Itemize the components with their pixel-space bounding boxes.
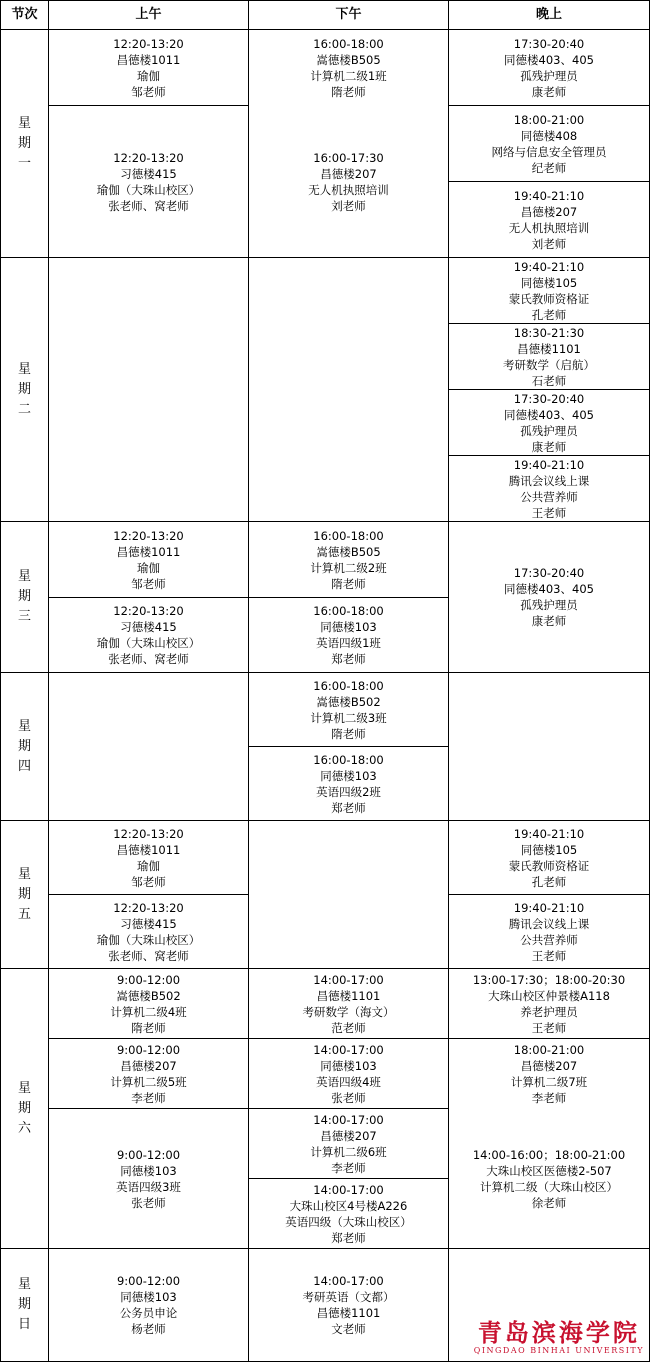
class-cell: 19:40-21:10 同德楼105 蒙氏教师资格证 孔老师	[508, 826, 590, 889]
day-monday: 星 期 一	[17, 115, 31, 171]
class-cell: 12:20-13:20 昌德楼1011 瑜伽 邹老师	[113, 36, 184, 99]
class-cell: 18:00-21:00 同德楼408 网络与信息安全管理员 纪老师	[491, 112, 607, 175]
class-cell: 19:40-21:10 腾讯会议线上课 公共营养师 王老师	[508, 457, 590, 520]
header-period: 节次	[11, 7, 38, 22]
class-cell: 14:00-17:00 大珠山校区4号楼A226 英语四级（大珠山校区） 郑老师	[285, 1182, 412, 1245]
logo-english: QINGDAO BINHAI UNIVERSITY	[473, 1346, 644, 1355]
class-cell: 16:00-18:00 嵩德楼B505 计算机二级2班 隋老师	[310, 528, 387, 591]
class-cell: 19:40-21:10 昌德楼207 无人机执照培训 刘老师	[508, 188, 590, 251]
day-wednesday: 星 期 三	[17, 569, 31, 624]
class-cell: 12:20-13:20 习德楼415 瑜伽（大珠山校区） 张老师、窝老师	[96, 900, 201, 963]
university-logo	[474, 1320, 644, 1356]
class-cell: 12:20-13:20 习德楼415 瑜伽（大珠山校区） 张老师、窝老师	[96, 604, 201, 666]
class-cell: 9:00-12:00 同德楼103 公务员申论 杨老师	[116, 1274, 181, 1336]
class-cell: 14:00-17:00 昌德楼207 计算机二级6班 李老师	[310, 1112, 387, 1175]
class-cell: 9:00-12:00 同德楼103 英语四级3班 张老师	[116, 1147, 181, 1210]
class-cell: 14:00-17:00 考研英语（文都） 昌德楼1101 文老师	[302, 1274, 395, 1336]
class-cell: 13:00-17:30；18:00-20:30 大珠山校区仲景楼A118 养老护理员 王老师	[472, 972, 626, 1035]
class-cell: 12:20-13:20 习德楼415 瑜伽（大珠山校区） 张老师、窝老师	[96, 150, 201, 213]
logo-chinese: 青岛滨海学院	[477, 1318, 640, 1347]
class-cell: 14:00-17:00 同德楼103 英语四级4班 张老师	[313, 1042, 384, 1105]
class-cell: 19:40-21:10 腾讯会议线上课 公共营养师 王老师	[508, 900, 590, 963]
day-tuesday: 星 期 二	[17, 361, 31, 417]
class-cell: 9:00-12:00 嵩德楼B502 计算机二级4班 隋老师	[110, 972, 187, 1035]
day-thursday: 星 期 四	[17, 718, 31, 774]
header-afternoon: 下午	[335, 7, 362, 22]
day-saturday: 星 期 六	[17, 1080, 31, 1136]
class-cell: 17:30-20:40 同德楼403、405 孤残护理员 康老师	[504, 391, 594, 454]
header-morning: 上午	[135, 7, 162, 22]
class-cell: 14:00-17:00 昌德楼1101 考研数学（海文） 范老师	[302, 972, 395, 1035]
class-cell: 14:00-16:00；18:00-21:00 大珠山校区医德楼2-507 计算机二级（大珠山校区） 徐老师	[472, 1147, 626, 1210]
class-cell: 17:30-20:40 同德楼403、405 孤残护理员 康老师	[504, 566, 594, 628]
class-cell: 9:00-12:00 昌德楼207 计算机二级5班 李老师	[110, 1042, 187, 1105]
class-cell: 16:00-18:00 嵩德楼B502 计算机二级3班 隋老师	[310, 678, 387, 741]
class-cell: 16:00-18:00 同德楼103 英语四级2班 郑老师	[313, 752, 384, 815]
class-cell: 16:00-18:00 嵩德楼B505 计算机二级1班 隋老师	[310, 36, 387, 99]
header-evening: 晚上	[535, 7, 562, 22]
class-cell: 16:00-18:00 同德楼103 英语四级1班 郑老师	[313, 604, 384, 666]
class-cell: 18:30-21:30 昌德楼1101 考研数学（启航） 石老师	[503, 325, 595, 388]
class-cell: 12:20-13:20 昌德楼1011 瑜伽 邹老师	[113, 826, 184, 889]
day-friday: 星 期 五	[17, 866, 31, 922]
class-cell: 16:00-17:30 昌德楼207 无人机执照培训 刘老师	[308, 150, 389, 213]
class-cell: 17:30-20:40 同德楼403、405 孤残护理员 康老师	[504, 36, 594, 99]
day-sunday: 星 期 日	[17, 1277, 31, 1332]
class-cell: 12:20-13:20 昌德楼1011 瑜伽 邹老师	[113, 528, 184, 591]
class-cell: 18:00-21:00 昌德楼207 计算机二级7班 李老师	[510, 1042, 588, 1105]
class-cell: 19:40-21:10 同德楼105 蒙氏教师资格证 孔老师	[508, 259, 590, 322]
